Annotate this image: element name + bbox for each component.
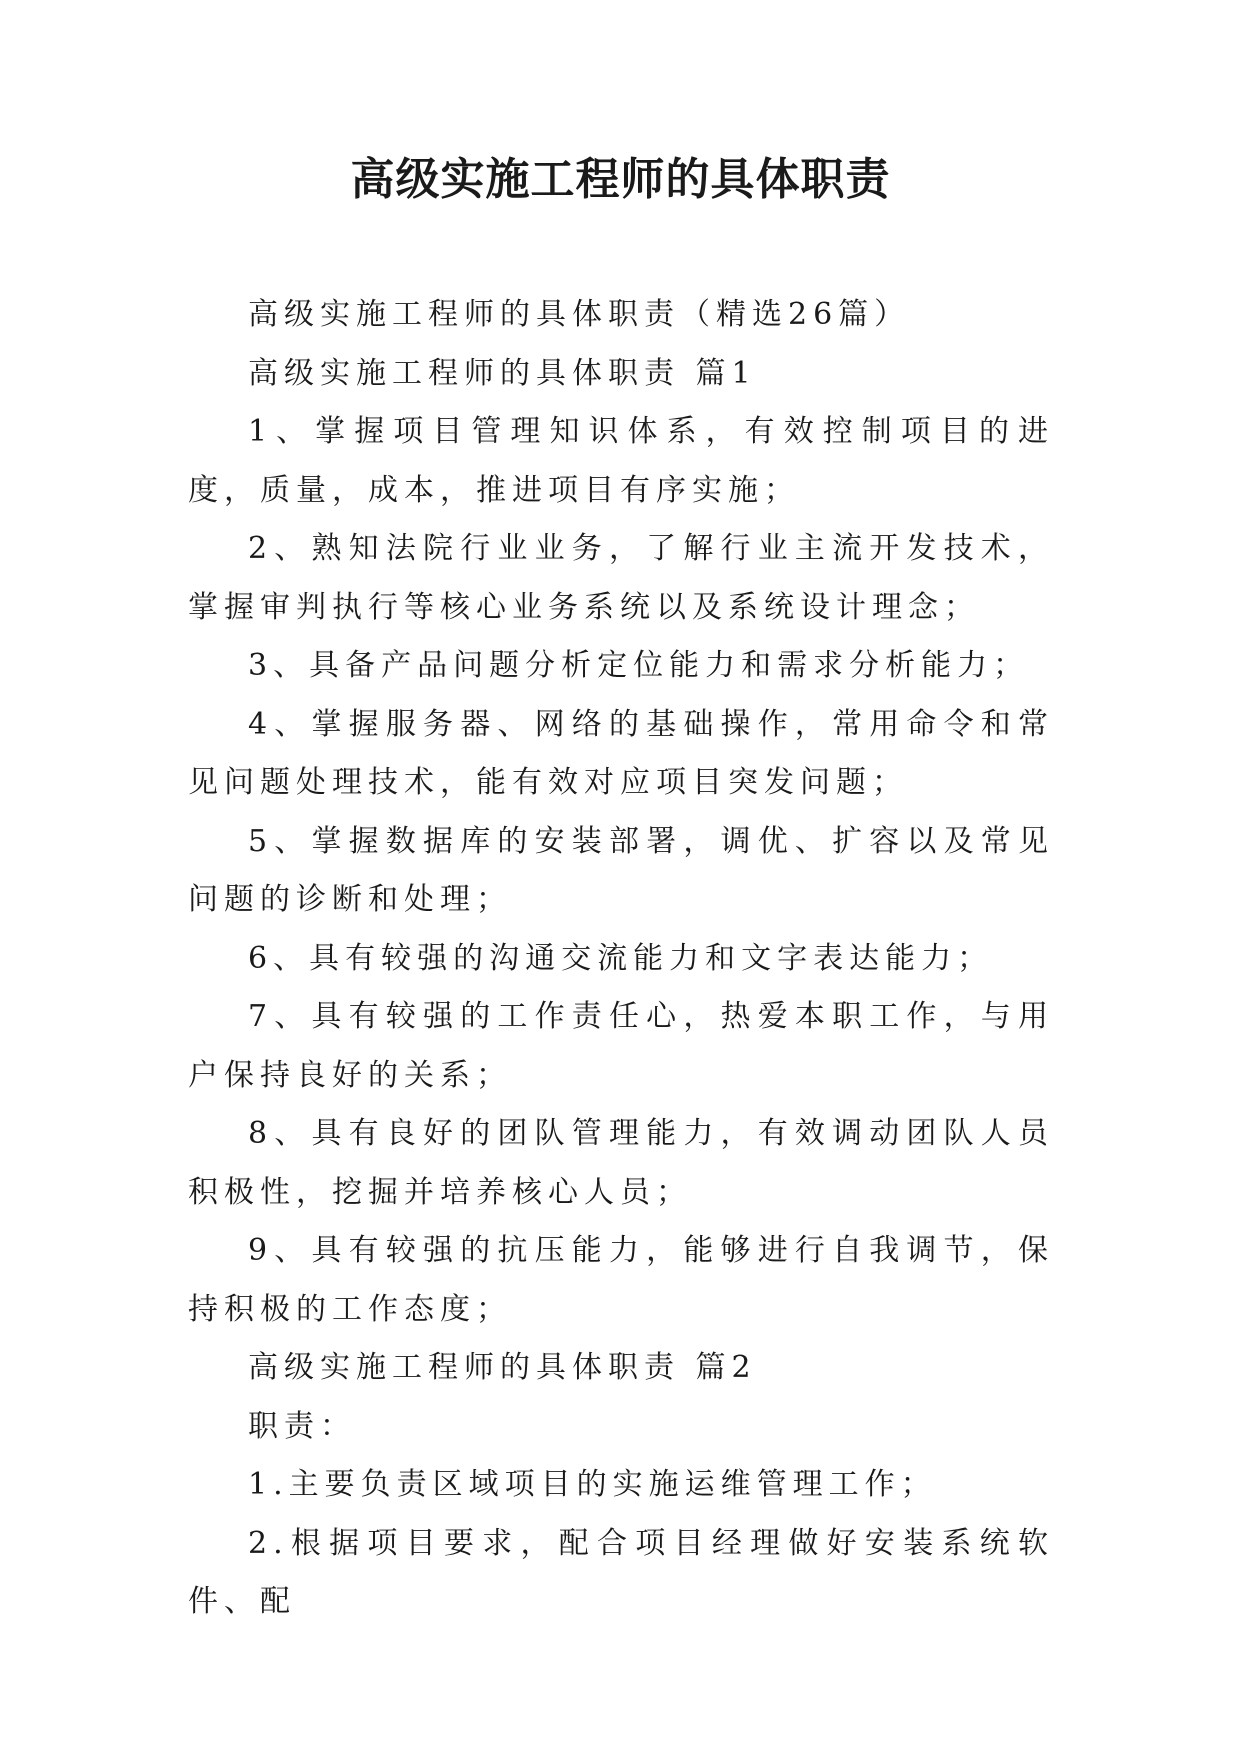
duty-item-9: 9、具有较强的抗压能力，能够进行自我调节，保持积极的工作态度； — [188, 1233, 1054, 1327]
subtitle-line: 高级实施工程师的具体职责（精选26篇） — [248, 297, 911, 332]
section2-item-2: 2.根据项目要求，配合项目经理做好安装系统软件、配 — [188, 1525, 1054, 1619]
document-body — [188, 286, 1054, 1632]
section-heading-2: 高级实施工程师的具体职责 篇2 — [248, 1350, 757, 1385]
section2-item-1: 1.主要负责区域项目的实施运维管理工作； — [248, 1467, 937, 1502]
duty-item-3: 3、具备产品问题分析定位能力和需求分析能力； — [248, 648, 1030, 683]
duties-label: 职责： — [248, 1408, 356, 1444]
duty-item-7: 7、具有较强的工作责任心，热爱本职工作，与用户保持良好的关系； — [188, 999, 1054, 1093]
duty-item-8: 8、具有良好的团队管理能力，有效调动团队人员积极性，挖掘并培养核心人员； — [188, 1116, 1054, 1210]
document-title: 高级实施工程师的具体职责 — [350, 154, 891, 205]
section-heading-1: 高级实施工程师的具体职责 篇1 — [248, 355, 757, 391]
duty-item-2: 2、熟知法院行业业务，了解行业主流开发技术，掌握审判执行等核心业务系统以及系统设计理念； — [188, 531, 1054, 625]
duty-item-6: 6、具有较强的沟通交流能力和文字表达能力； — [248, 940, 994, 976]
duty-item-4: 4、掌握服务器、网络的基础操作，常用命令和常见问题处理技术，能有效对应项目突发问题； — [188, 706, 1054, 800]
duty-item-5: 5、掌握数据库的安装部署，调优、扩容以及常见问题的诊断和处理； — [188, 823, 1054, 917]
duty-item-1: 1、掌握项目管理知识体系，有效控制项目的进度，质量，成本，推进项目有序实施； — [188, 414, 1054, 508]
